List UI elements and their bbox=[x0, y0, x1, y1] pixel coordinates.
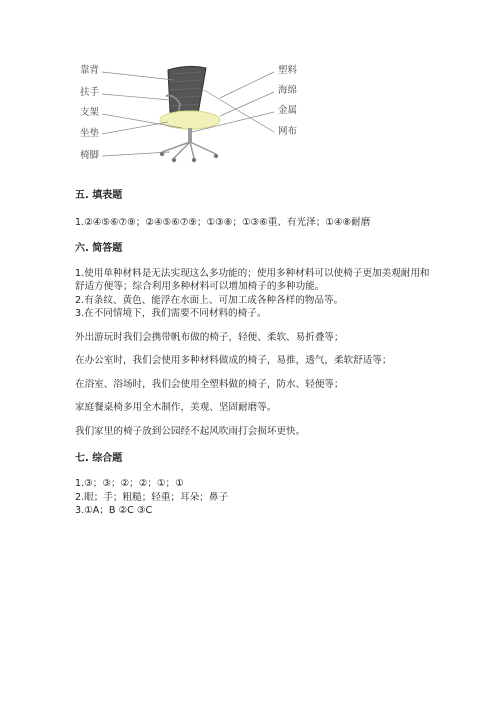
short-para-1: 外出游玩时我们会携带帆布做的椅子，轻便、柔软、易折叠等； bbox=[75, 331, 344, 343]
comp-answer-1: 1.③；③；②；②；①；① bbox=[75, 478, 184, 489]
comp-answer-2: 2.眼；手；粗糙；轻重；耳朵；鼻子 bbox=[75, 491, 229, 503]
label-backrest: 靠背 bbox=[80, 65, 100, 76]
fill-answer: 1.②④⑤⑥⑦⑨；②④⑤⑥⑦⑨；①③⑧；①③⑥重、有光泽；①④⑧耐磨 bbox=[75, 217, 371, 228]
label-cushion: 坐垫 bbox=[80, 128, 100, 139]
short-answer-1: 1.使用单种材料是无法实现这么多功能的；使用多种材料可以使椅子更加美观耐用和舒适方便等；综合利用多种材料可以增加椅子的多种功能。 bbox=[75, 267, 430, 292]
caster bbox=[192, 158, 196, 162]
section-title-short: 六. 简答题 bbox=[75, 242, 123, 254]
short-answer-3: 3.在不同情境下，我们需要不同材料的椅子。 bbox=[75, 308, 267, 319]
caster bbox=[214, 154, 218, 158]
chair-diagram bbox=[70, 58, 320, 170]
short-para-4: 家庭餐桌椅多用全木制作，美观、坚固耐磨等。 bbox=[75, 402, 277, 413]
section-title-comp: 七. 综合题 bbox=[75, 453, 123, 464]
seat-shape bbox=[160, 111, 220, 129]
support-post bbox=[188, 128, 192, 142]
short-answer-2: 2.有条纹、黄色、能浮在水面上、可加工成各种各样的物品等。 bbox=[75, 294, 344, 306]
label-legs: 椅脚 bbox=[80, 150, 100, 161]
label-armrest: 扶手 bbox=[80, 87, 100, 98]
section-title-fill: 五. 填表题 bbox=[75, 190, 123, 201]
comp-answer-3: 3.①A；B ②C ③C bbox=[75, 505, 153, 516]
label-mesh: 网布 bbox=[278, 126, 298, 137]
label-sponge: 海绵 bbox=[278, 85, 298, 96]
answer-content bbox=[75, 189, 435, 518]
short-para-3: 在浴室、浴场时，我们会使用全塑料做的椅子，防水、轻便等； bbox=[75, 378, 344, 390]
label-metal: 金属 bbox=[278, 105, 298, 116]
chair-legs bbox=[162, 142, 216, 158]
short-para-5: 我们家里的椅子放到公园经不起风吹雨打会损坏更快。 bbox=[75, 425, 306, 437]
label-plastic: 塑料 bbox=[278, 65, 298, 76]
short-para-2: 在办公室时，我们会使用多种材料做成的椅子，易推，透气，柔软舒适等； bbox=[75, 355, 392, 366]
label-bracket: 支架 bbox=[80, 107, 100, 118]
caster bbox=[172, 158, 176, 162]
